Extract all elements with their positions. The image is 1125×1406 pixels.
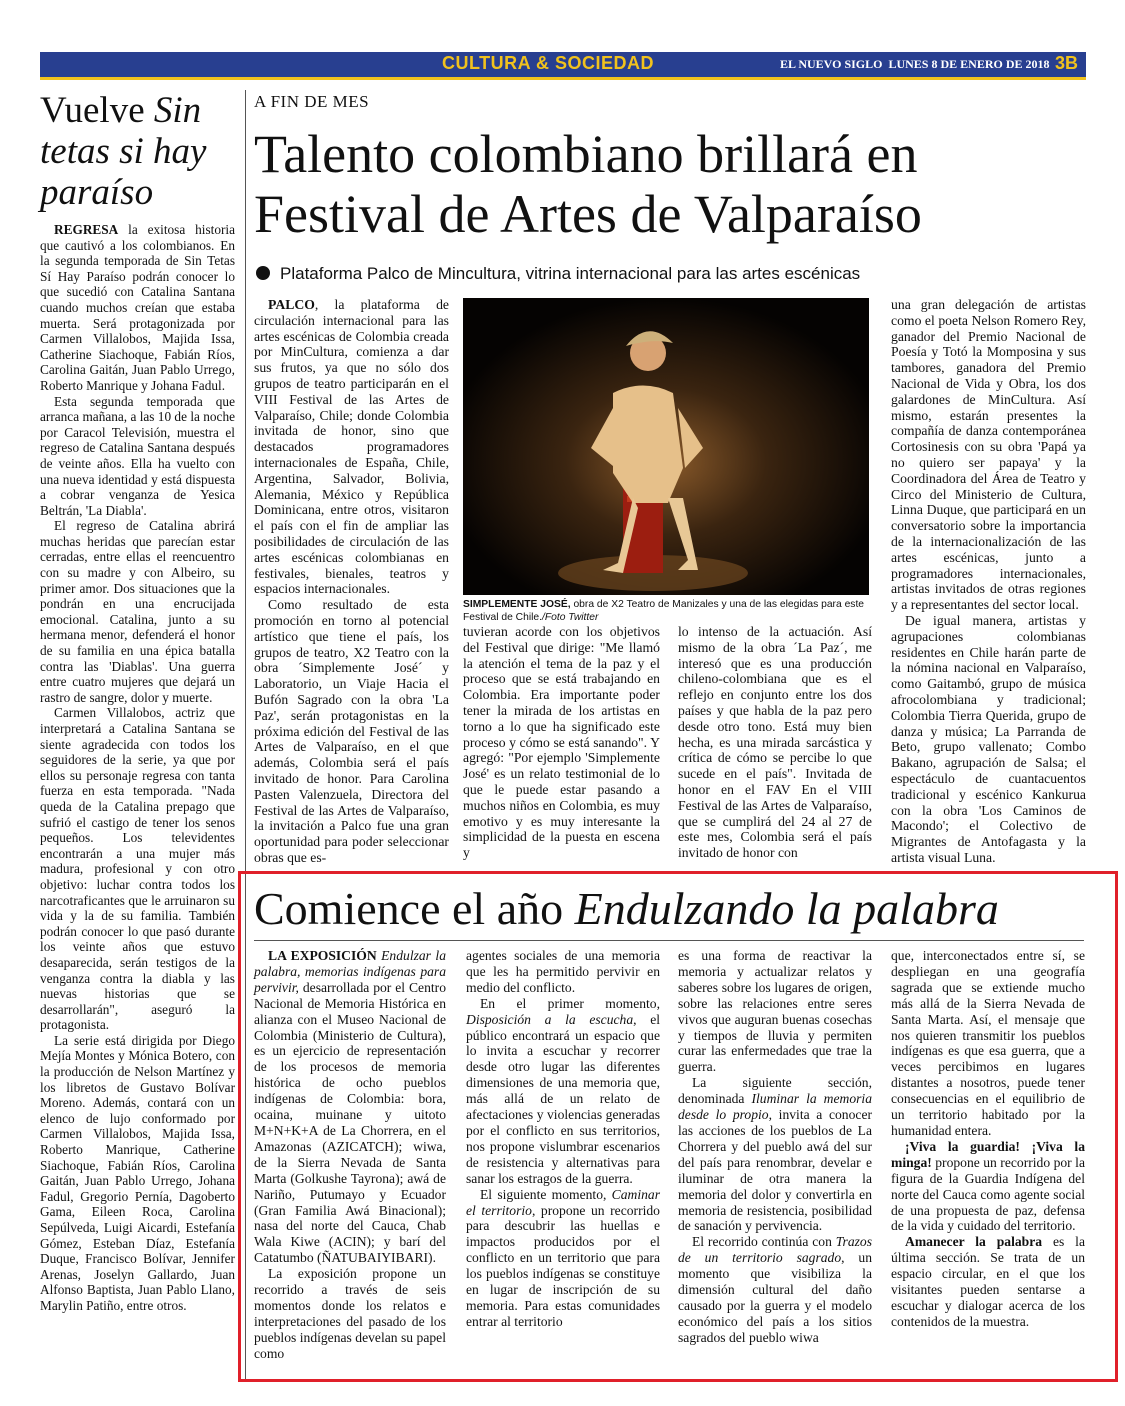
box-lead: LA EXPOSICIÓN <box>268 948 377 963</box>
box-col3-p1: es una forma de reactivar la memoria y actualizar relatos y saberes sobre los lugares de origen, sobre las relaciones entre seres vivos que auguran buenas cosechas y tiempos de lluvia y permiten curar las enfermedades que trae la guerra. <box>678 948 872 1075</box>
actor-on-stage-image <box>463 298 869 595</box>
box-col1-text: desarrollada por el Centro Nacional de Memoria Histórica en alianza con el Museo Nacional de Colombia (Ministerio de Cultura), es un ejercicio de representación de los procesos de memoria histórica de ocho pueblos indígenas de Colombia: bora, ocaina, muinane y uitoto M+N+K+A de La Chorrera, en el Amazonas (AZICATCH); wiwa, de la Sierra Nevada de Santa Marta (Golkushe Tayrona); awá de Nariño, Putumayo y Ecuador (Gran Familia Awá Binacional); nasa del norte del Cauca, Chab Wala Kiwe (ACIN); y barí del Catatumbo (ÑATUBAIYIBARI). <box>254 979 446 1266</box>
sidebar-lead: REGRESA <box>54 222 119 237</box>
box-col2-p3a: El siguiente momento, <box>480 1186 612 1202</box>
main-col4-text: De igual manera, artistas y agrupaciones colombianas residentes en Chile harán parte de la nómina nacional en Valparaíso, como Gaitambó, grupo de música afrocolombiana y tradicional; Colombia Tierra Querida, grupo de danza y música; La Parranda de Beto, grupo vallenato; Combo Bakano, agrupación de Salsa; el espectáculo de cuantacuentos tradicional y escénico Kankurua con la obra 'Los Caminos de Macondo'; el Colectivo de Migrantes de Antofagasta y la artista visual Luna. <box>891 612 1086 865</box>
box-col1-p2: La exposición propone un recorrido a través de seis momentos donde los relatos e interpretaciones del pasado de los pueblos indígenas develan su papel como <box>254 1266 446 1361</box>
photo-caption <box>463 598 873 624</box>
bullet-icon <box>256 266 270 280</box>
sidebar-paragraph <box>40 394 235 519</box>
main-col4-text: una gran delegación de artistas como el poeta Nelson Romero Rey, ganador del Premio Nacional de Poesía y Totó la Momposina y sus tambores, ganadora del Premio Nacional de Vida y Obra, los dos galardones de MinCultura. Así mismo, estarán presentes la compañía de danza contemporánea Cortosinesis con su obra 'Papá ya no quiero ser papaya' y la Coordinadora del Área de Teatro y Circo del Ministerio de Cultura, Linna Duque, que participará en un conversatorio sobre la importancia de la internacionalización de las artes escénicas, junto a programadores internacionales, artistas invitados de otras regiones y a representantes del sector local. <box>891 297 1086 613</box>
sidebar-text: Esta segunda temporada que arranca mañana, a las 10 de la noche por Caracol Televisión, muestra el regreso de Catalina Santana después de veinte años. Ella ha vuelto con una nueva identidad y está dispuesta a cobrar venganza de Yesica Beltrán, 'La Diabla'. <box>40 393 235 518</box>
box-col2-p2i: Disposición a la escucha <box>466 1011 634 1027</box>
issue-date: LUNES 8 DE ENERO DE 2018 <box>888 57 1050 71</box>
box-headline <box>254 882 999 936</box>
subheadline <box>256 264 860 284</box>
caption-text: obra de X2 Teatro de Manizales y una de las elegidas para este Festival de Chile. <box>463 599 865 623</box>
masthead-name: EL NUEVO SIGLO <box>780 57 883 71</box>
main-col1-paragraph <box>254 297 449 597</box>
box-column-2 <box>466 948 660 1330</box>
box-col2-p2b: , el público encontrará un espacio que lo invita a escuchar y recorrer desde otro lugar las diferentes dimensiones de una memoria que, más allá de un relato de afectaciones y violencias generadas por el conflicto en sus territorios, nos propone vislumbrar escenarios de resistencia y alternativas para sanar los estragos de la guerra. <box>466 1011 661 1186</box>
kicker: A FIN DE MES <box>254 92 370 111</box>
sidebar-headline-part2: Sin tetas si hay paraíso <box>40 90 207 213</box>
box-col4-p3-text: es la última sección. Se trata de un espacio circular, en el que los visitantes pueden sentarse a escuchar y dialogar acerca de los contenidos de la muestra. <box>891 1234 1085 1329</box>
subheadline-text: Plataforma Palco de Mincultura, vitrina internacional para las artes escénicas <box>280 264 861 283</box>
sidebar-body <box>40 222 235 1314</box>
box-italic-title: Endulzar la palabra, memorias indígenas para pervivir, <box>254 948 446 995</box>
box-col4-p1: que, interconectados entre sí, se despliegan en una geografía sagrada que se extiende mucho más allá de la Sierra Nevada de Santa Marta. Así, el mensaje que nos quieren transmitir los pueblos indígenas es que esa guerra, que a veces percibimos en lugares distantes a nosotros, puede tener consecuencias en el equilibrio de un territorio habitado por la humanidad entera. <box>891 948 1085 1138</box>
main-col1-text: Como resultado de esta promoción en torno al potencial artístico que tiene el país, los grupos de teatro, X2 Teatro con la obra ´Simplemente José´ y Laboratorio, un Viaje Hacia el Bufón Sagrado con la obra 'La Paz', serán protagonistas en la próxima edición del Festival de las Artes de Valparaíso, en el que además, Colombia será el país invitado de honor. Para Carolina Pasten Valenzuela, Directora del Festival de las Artes de Valparaíso, la invitación a Palco fue una gran oportunidad para poder seleccionar obras que es- <box>254 597 449 865</box>
main-col4-paragraph <box>891 613 1086 866</box>
caption-lead: SIMPLEMENTE JOSÉ, <box>463 599 571 610</box>
box-col4-p3 <box>891 1234 1085 1329</box>
main-col1-lead: PALCO <box>268 297 315 312</box>
box-col4-p2 <box>891 1139 1085 1234</box>
section-name: CULTURA & SOCIEDAD <box>442 53 654 73</box>
sidebar-text: la exitosa historia que cautivó a los colombianos. En la segunda temporada de Sin Tetas Sí Hay Paraíso podrán conocer lo que sucedió con Catalina Santana cuando muchos creían que estaba muerta. Será protagonizada por Carmen Villalobos, Majida Issa, Catherine Siachoque, Fabián Ríos, Carolina Gaitán, Juan Pablo Urrego, Roberto Manrique y Johana Fadul. <box>40 222 235 393</box>
box-col4-p3-bold: Amanecer la palabra <box>905 1234 1043 1250</box>
main-column-4 <box>891 297 1086 866</box>
box-col2-p1: agentes sociales de una memoria que les ha permitido pervivir en medio del conflicto. <box>466 948 660 995</box>
photo-credit: /Foto Twitter <box>541 612 599 623</box>
main-column-3 <box>678 624 872 861</box>
sidebar-text: La serie está dirigida por Diego Mejía Montes y Mónica Botero, con la producción de Nelson Martínez y los libretos de Gustavo Bolívar Moreno. Además, contará con un elenco de lujo conformado por Carmen Villalobos, Majida Issa, Roberto Manrique, Catherine Siachoque, Fabián Ríos, Carolina Gaitán, Juan Pablo Urrego, Johana Fadul, Gregorio Pernía, Dagoberto Gama, Eileen Roca, Carolina Sepúlveda, Luigi Aicardi, Estefanía Gómez, Esteban Díaz, Estefanía Duque, Francisco Bolívar, Jennifer Arenas, Joselyn Gallardo, Juan Alfonso Baptista, Juan Pablo Llano, Marylin Patiño, entre otros. <box>40 1032 235 1313</box>
box-col3-p3b: , un momento que visibiliza la dimensión cultural del daño causado por la guerra y el modelo económico del país a los sitios sagrados del pueblo wiwa <box>678 1250 872 1345</box>
box-col4-p2-bold: ¡Viva la guardia! ¡Viva la minga! <box>891 1138 1085 1170</box>
box-col3-p2 <box>678 1075 872 1234</box>
main-col4-paragraph <box>891 297 1086 613</box>
box-col2-p3 <box>466 1187 660 1330</box>
box-col3-p3 <box>678 1234 872 1345</box>
box-col2-p3i: Caminar el territorio <box>466 1186 660 1218</box>
main-column-3-text: lo intenso de la actuación. Así mismo de la obra ´La Paz´, me interesó que es una producción chileno-colombiana que es el reflejo en conjunto entre los dos países y que habla de la paz pero desde otro tono. Está muy bien hecha, es una mirada sarcástica y crítica de cómo se percibe lo que sucede en el país". Invitada de honor en el FAV En el VIII Festival de las Artes de Valparaíso, que se cumplirá del 24 al 27 de este mes, Colombia será el país invitado de honor con <box>678 624 872 861</box>
box-rule <box>254 940 1084 941</box>
box-col3-p3i: Trazos de un territorio sagrado <box>678 1234 872 1266</box>
page-number: 3B <box>1055 53 1079 73</box>
box-column-3 <box>678 948 872 1346</box>
box-col2-p3b: , propone un recorrido para descubrir las huellas e impactos producidos por el conflicto en un territorio que para los pueblos indígenas se constituye en lugar de inscripción de su memoria. Para estas comunidades entrar al territorio <box>466 1202 660 1329</box>
box-headline-part2: Endulzando la palabra <box>574 883 999 934</box>
box-column-4 <box>891 948 1085 1330</box>
box-col3-p2b: , invita a conocer las acciones de los pueblos de La Chorrera y del pueblo awá del sur del país para renombrar, develar e iluminar de otra manera la memoria del dolor y convertirla en memoria de resistencia, posibilidad de sanación y pervivencia. <box>678 1107 872 1234</box>
sidebar-headline-part1: Vuelve <box>40 90 154 131</box>
sidebar-paragraph <box>40 222 235 394</box>
box-col2-p2a: En el primer momento, <box>480 995 660 1011</box>
box-column-1 <box>254 948 446 1362</box>
sidebar-paragraph <box>40 518 235 705</box>
sidebar-text: El regreso de Catalina abrirá muchas heridas que parecían estar cerradas, entre ellas el reencuentro con su madre y con Albeiro, su primer amor. Dos situaciones que la pondrán en una encrucijada emocional. Catalina, junto a su hermana menor, defenderá el honor de su familia en una épica batalla contra las 'Diablas'. Una guerra entre cuatro mujeres que dejará un rastro de sangre, dolor y muerte. <box>40 518 235 705</box>
box-col4-p2-text: propone un recorrido por la figura de la Guardia Indígena del norte del Cauca como agente social de una propuesta de paz, defensa de la vida y cuidado del territorio. <box>891 1154 1085 1234</box>
main-column-1 <box>254 297 449 866</box>
box-col2-p2 <box>466 996 660 1187</box>
sidebar-paragraph <box>40 1033 235 1314</box>
main-column-2 <box>463 624 660 861</box>
box-col3-p2a: La siguiente sección, denominada <box>678 1075 872 1107</box>
stage-photo <box>463 298 869 595</box>
box-col3-p2i: Iluminar la memoria desde lo propio <box>678 1091 872 1123</box>
sidebar-text: Carmen Villalobos, actriz que interpretará a Catalina Santana se siente agradecida con todos los seguidores de la serie, ya que por ellos su personaje regresa con tanta fuerza en esta temporada. "Nada queda de la Catalina prepago que sufrió el castigo de tener los senos pequeños. Los televidentes encontrarán a una mujer más madura, profesional y con otro objetivo: luchar contra todos los narcotraficantes que le arruinaron su vida y la de su familia. También podrán conocer lo que pasó durante los veinte años que estuvo desaparecida, serán testigos de la venganza contra la diabla y las nuevas historias que se desarrollarán", aseguró la protagonista. <box>40 705 235 1033</box>
masthead-date <box>780 57 1050 72</box>
main-col1-text: , la plataforma de circulación internacional para las artes escénicas de Colombia creada por MinCultura, comienza a dar sus frutos, ya que no sólo dos grupos de teatro participarán en el VIII Festival de las Artes de Valparaíso, Chile; donde Colombia invitada de honor, sino que destacados programadores internacionales de España, Chile, Argentina, Salvador, Bolivia, Alemania, México y República Dominicana, entre otros, visitaron el país con el fin de ampliar las posibilidades de circulación de las artes escénicas colombianas en festivales, bienales, teatros y espacios internacionales. <box>254 297 449 597</box>
main-column-2-text: tuvieran acorde con los objetivos del Festival que dirige: "Me llamó la atención el tema de la paz y el proceso que se está trabajando en Colombia. Era importante poder tener la mirada de los artistas en torno a lo que ha significado este proceso y cómo se está sanando". Y agregó: "Por ejemplo 'Simplemente José' es un relato testimonial de lo que le puede estar pasando a muchos niños en Colombia, es muy emotivo y es muy interesante la simplicidad de la puesta en escena y <box>463 624 660 861</box>
box-col3-p3a: El recorrido continúa con <box>692 1234 836 1250</box>
sidebar-headline <box>40 90 240 213</box>
headline: Talento colombiano brillará en Festival de Artes de Valparaíso <box>254 124 922 244</box>
main-col1-paragraph <box>254 597 449 866</box>
box-headline-part1: Comience el año <box>254 883 575 934</box>
sidebar-paragraph <box>40 705 235 1032</box>
